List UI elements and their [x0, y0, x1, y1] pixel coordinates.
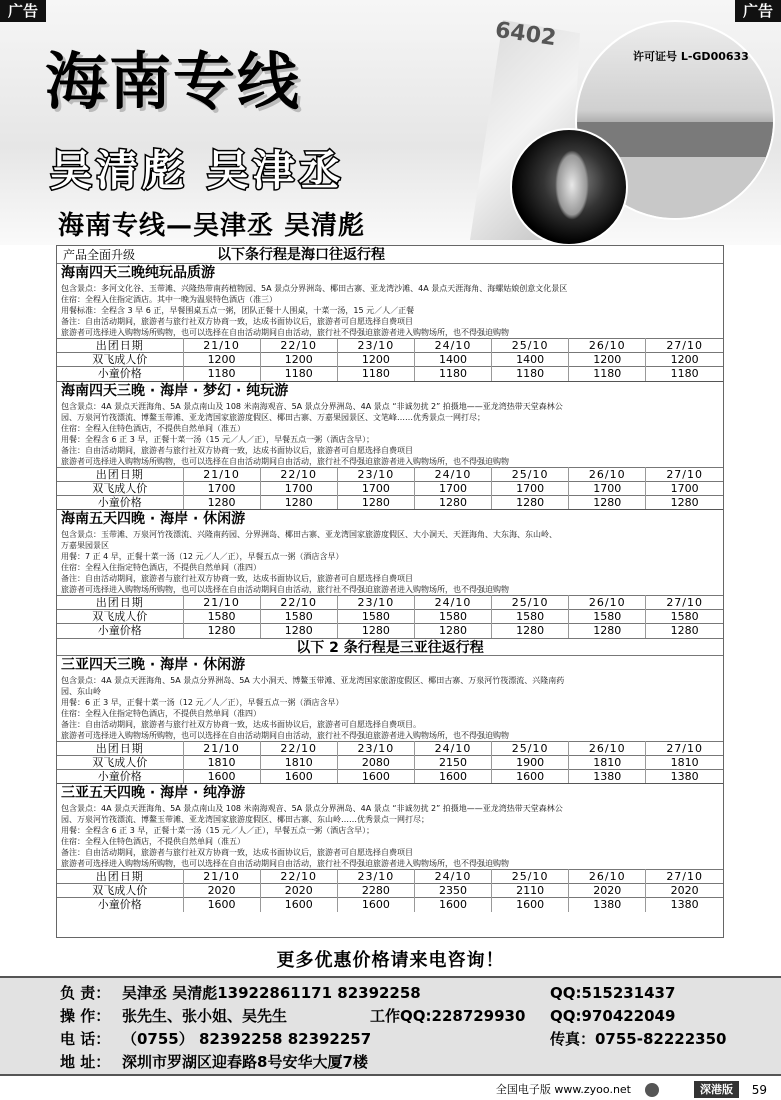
adult-price-cell: 2150 [414, 755, 491, 769]
child-price-cell: 1280 [337, 624, 414, 638]
adult-price-row-label: 双飞成人价 [57, 884, 183, 898]
adult-price-cell: 2280 [337, 884, 414, 898]
child-price-row-label: 小童价格 [57, 367, 183, 381]
route-block [57, 656, 723, 784]
child-price-cell: 1280 [492, 624, 569, 638]
date-cell: 22/10 [260, 596, 337, 610]
sail-number: 6402 [493, 17, 558, 52]
route-block [57, 509, 723, 638]
adult-price-cell: 2020 [646, 884, 723, 898]
more-info-banner: 更多优惠价格请来电咨询！ [276, 950, 505, 971]
date-cell: 25/10 [492, 467, 569, 481]
date-cell: 26/10 [569, 596, 646, 610]
page-footer [0, 1080, 781, 1100]
child-price-row-label: 小童价格 [57, 624, 183, 638]
date-cell: 21/10 [183, 741, 260, 755]
itinerary-panel [56, 245, 724, 938]
child-price-cell: 1180 [646, 367, 723, 381]
route-description-line: 备注：自由活动期间，旅游者与旅行社双方协商一致，达成书面协议后，旅游者可自愿选择自费项目 [61, 317, 413, 326]
date-cell: 24/10 [414, 596, 491, 610]
upgrade-label: 产品全面升级 [63, 248, 136, 262]
child-price-cell: 1600 [414, 769, 491, 783]
adult-price-cell: 1900 [492, 755, 569, 769]
date-cell: 25/10 [492, 339, 569, 353]
address-value: 深圳市罗湖区迎春路8号安华大厦7楼 [122, 1053, 368, 1071]
child-price-cell: 1180 [414, 367, 491, 381]
contact-block [0, 976, 781, 1076]
date-row [57, 339, 723, 353]
route-description-line: 用餐标准：全程含 3 早 6 正，早餐围桌五点一粥，团队正餐十人围桌，十菜一汤，15 元／人／正餐 [61, 306, 415, 315]
child-price-cell: 1600 [492, 898, 569, 912]
upgrade-row [57, 246, 723, 264]
route-description-line: 住宿：全程入住指定酒店。其中一晚为温泉特色酒店（准三） [61, 295, 277, 304]
route-title: 海南四天三晚 · 海岸 · 梦幻 · 纯玩游 [61, 382, 289, 399]
adult-price-row-label: 双飞成人价 [57, 481, 183, 495]
date-cell: 24/10 [414, 741, 491, 755]
operator-label: 操 作： [60, 1007, 111, 1025]
child-price-cell: 1380 [569, 898, 646, 912]
route-description-line: 旅游者可选择进入购物场所购物，也可以选择在自由活动期间自由活动，旅行社不得强迫旅游者进入购物场所，也不得强迫购物 [61, 456, 509, 466]
date-cell: 26/10 [569, 741, 646, 755]
date-cell: 26/10 [569, 467, 646, 481]
adult-price-row-label: 双飞成人价 [57, 353, 183, 367]
page-number: 59 [751, 1083, 767, 1097]
date-cell: 24/10 [414, 339, 491, 353]
date-cell: 23/10 [337, 467, 414, 481]
date-row [57, 741, 723, 755]
route-description-line: 园、万泉河竹筏漂流、博鳌玉带滩、亚龙湾国家旅游度假区、椰田古寨、东山岭……优秀景点一网打尽； [61, 815, 429, 824]
performer-figure [555, 150, 589, 220]
route-description-line: 包含景点：玉带滩、万泉河竹筏漂流、兴隆南药园、分界洲岛、椰田古寨、亚龙湾国家旅游度假区、大小洞天、天涯海角、大东海、东山岭、 [61, 530, 557, 539]
phone-value: （0755） 82392258 82392257 [122, 1030, 372, 1048]
child-price-row-label: 小童价格 [57, 495, 183, 509]
route-description-line: 住宿：全程入住特色酒店，不提供自然单间（准五） [61, 837, 245, 846]
date-cell: 23/10 [337, 339, 414, 353]
child-price-cell: 1280 [646, 495, 723, 509]
route-description-line: 用餐：7 正 4 早，正餐十菜一汤（12 元／人／正），早餐五点一粥（酒店含早） [61, 552, 344, 561]
date-cell: 21/10 [183, 339, 260, 353]
date-cell: 27/10 [646, 741, 723, 755]
adult-price-row-label: 双飞成人价 [57, 610, 183, 624]
date-row [57, 596, 723, 610]
child-price-cell: 1180 [492, 367, 569, 381]
adult-price-row [57, 610, 723, 624]
child-price-row-label: 小童价格 [57, 898, 183, 912]
date-cell: 21/10 [183, 870, 260, 884]
date-cell: 22/10 [260, 741, 337, 755]
adult-price-cell: 1700 [569, 481, 646, 495]
route-description [57, 401, 723, 467]
route-title: 海南五天四晚 · 海岸 · 休闲游 [61, 511, 246, 527]
date-cell: 27/10 [646, 596, 723, 610]
date-cell: 26/10 [569, 339, 646, 353]
sanya-routes [57, 656, 723, 912]
adult-price-cell: 1200 [183, 353, 260, 367]
route-description-line: 用餐：6 正 3 早，正餐十菜一汤（12 元／人／正），早餐五点一粥（酒店含早） [61, 697, 344, 707]
route-description-line: 包含景点：4A 景点天涯海角、5A 景点分界洲岛、5A 大小洞天、博鳌玉带滩、亚龙湾国家旅游度假区、椰田古寨、万泉河竹筏漂流、兴隆南药 [61, 675, 565, 685]
adult-price-cell: 1580 [183, 610, 260, 624]
date-cell: 24/10 [414, 467, 491, 481]
adult-price-cell: 1200 [569, 353, 646, 367]
adult-price-cell: 1400 [414, 353, 491, 367]
date-cell: 27/10 [646, 870, 723, 884]
price-table [57, 741, 723, 784]
adult-price-cell: 1810 [646, 755, 723, 769]
date-cell: 25/10 [492, 596, 569, 610]
emblem-icon [645, 1083, 659, 1097]
route-description-line: 住宿：全程入住指定特色酒店，不提供自然单间（准四） [61, 708, 261, 718]
date-cell: 25/10 [492, 870, 569, 884]
route-block [57, 264, 723, 381]
adult-price-cell: 1580 [569, 610, 646, 624]
date-row-label: 出团日期 [57, 870, 183, 884]
route-description-line: 包含景点：多河文化谷、玉带滩、兴隆热带南药植物园、5A 景点分界洲岛、椰田古寨、亚龙湾沙滩、4A 景点天涯海角、海螺姑娘创意文化景区 [61, 284, 568, 293]
adult-price-cell: 1810 [569, 755, 646, 769]
adult-price-cell: 1580 [646, 610, 723, 624]
child-price-cell: 1280 [183, 624, 260, 638]
child-price-cell: 1180 [337, 367, 414, 381]
adult-price-cell: 1580 [414, 610, 491, 624]
child-price-row-label: 小童价格 [57, 769, 183, 783]
price-table [57, 338, 723, 381]
phone-label: 电 话： [60, 1030, 111, 1048]
ad-label-right: 广告 [735, 0, 781, 22]
adult-price-cell: 2020 [569, 884, 646, 898]
child-price-cell: 1280 [646, 624, 723, 638]
child-price-cell: 1600 [260, 898, 337, 912]
adult-price-cell: 1810 [183, 755, 260, 769]
adult-price-cell: 2020 [260, 884, 337, 898]
child-price-cell: 1600 [183, 898, 260, 912]
date-cell: 24/10 [414, 870, 491, 884]
route-description-line: 备注：自由活动期间，旅游者与旅行社双方协商一致，达成书面协议后，旅游者可自愿选择自费项目 [61, 574, 413, 583]
date-cell: 26/10 [569, 870, 646, 884]
adult-price-cell: 1700 [337, 481, 414, 495]
operator-value: 张先生、张小姐、吴先生 [122, 1007, 288, 1025]
route-description [57, 529, 723, 595]
adult-price-cell: 1200 [337, 353, 414, 367]
route-description-line: 万嘉果园景区 [61, 541, 109, 550]
hero-banner [0, 0, 781, 245]
child-price-cell: 1280 [183, 495, 260, 509]
child-price-cell: 1600 [337, 769, 414, 783]
adult-price-cell: 1200 [260, 353, 337, 367]
date-cell: 27/10 [646, 339, 723, 353]
route-description-line: 用餐：全程含 6 正 3 早，正餐十菜一汤（15 元／人／正），早餐五点一粥（酒店含早）； [61, 434, 375, 444]
route-description-line: 包含景点：4A 景点天涯海角、5A 景点南山及 108 米南海观音、5A 景点分界洲岛、4A 景点 “非诚勿扰 2” 拍摄地——亚龙湾热带天堂森林公 [61, 401, 563, 411]
contact-phone-line [60, 1028, 781, 1051]
route-description-line: 旅游者可选择进入购物场所购物，也可以选择在自由活动期间自由活动，旅行社不得强迫旅游者进入购物场所，也不得强迫购物 [61, 328, 509, 337]
price-table [57, 869, 723, 912]
child-price-cell: 1280 [337, 495, 414, 509]
contact-operator-line [60, 1005, 781, 1028]
route-description-line: 备注：自由活动期间，旅游者与旅行社双方协商一致，达成书面协议后，旅游者可自愿选择自费项目。 [61, 719, 421, 729]
child-price-row [57, 898, 723, 912]
adult-price-cell: 1700 [492, 481, 569, 495]
adult-price-cell: 1580 [260, 610, 337, 624]
child-price-cell: 1600 [492, 769, 569, 783]
date-cell: 22/10 [260, 339, 337, 353]
adult-price-cell: 2020 [183, 884, 260, 898]
child-price-cell: 1280 [260, 495, 337, 509]
date-cell: 23/10 [337, 870, 414, 884]
route-description-line: 住宿：全程入住指定特色酒店，不提供自然单间（准四） [61, 563, 261, 572]
route-description-line: 旅游者可选择进入购物场所购物，也可以选择在自由活动期间自由活动，旅行社不得强迫旅游者进入购物场所，也不得强迫购物 [61, 585, 509, 594]
adult-price-cell: 2350 [414, 884, 491, 898]
child-price-cell: 1180 [183, 367, 260, 381]
route-description-line: 旅游者可选择进入购物场所购物，也可以选择在自由活动期间自由活动，旅行社不得强迫旅游者进入购物场所，也不得强迫购物 [61, 859, 509, 868]
child-price-row [57, 624, 723, 638]
date-cell: 23/10 [337, 596, 414, 610]
permit-number: 许可证号 L-GD00633 [633, 50, 749, 63]
price-table [57, 595, 723, 638]
date-row [57, 467, 723, 481]
route-block [57, 783, 723, 912]
route-description-line: 包含景点：4A 景点天涯海角、5A 景点南山及 108 米南海观音、5A 景点分界洲岛、4A 景点 “非诚勿扰 2” 拍摄地——亚龙湾热带天堂森林公 [61, 804, 563, 813]
adult-price-row [57, 755, 723, 769]
child-price-cell: 1600 [414, 898, 491, 912]
route-description-line: 住宿：全程入住特色酒店，不提供自然单间（准五） [61, 423, 245, 433]
adult-price-cell: 1700 [260, 481, 337, 495]
adult-price-cell: 2110 [492, 884, 569, 898]
work-qq: 工作QQ:228729930 [370, 1007, 526, 1025]
date-cell: 23/10 [337, 741, 414, 755]
contact-address-line [60, 1051, 781, 1074]
address-label: 地 址： [60, 1053, 111, 1071]
footer-site[interactable]: 全国电子版 www.zyoo.net [495, 1083, 631, 1096]
route-description [57, 675, 723, 741]
route-description-line: 备注：自由活动期间，旅游者与旅行社双方协商一致，达成书面协议后，旅游者可自愿选择自费项目 [61, 848, 413, 857]
date-cell: 21/10 [183, 596, 260, 610]
manager-qq: QQ:515231437 [550, 984, 676, 1002]
route-description-line: 旅游者可选择进入购物场所购物，也可以选择在自由活动期间自由活动，旅行社不得强迫旅游者进入购物场所，也不得强迫购物 [61, 730, 509, 740]
contact-names-title: 吴清彪 吴津丞 [50, 146, 345, 195]
date-row-label: 出团日期 [57, 741, 183, 755]
route-description-line: 用餐：全程含 6 正 3 早，正餐十菜一汤（15 元／人／正），早餐五点一粥（酒店含早）； [61, 826, 375, 835]
date-cell: 22/10 [260, 467, 337, 481]
route-title: 海南四天三晚纯玩品质游 [61, 265, 215, 281]
date-cell: 27/10 [646, 467, 723, 481]
sanya-note: 以下 2 条行程是三亚往返行程 [57, 638, 723, 656]
date-row [57, 870, 723, 884]
child-price-cell: 1280 [260, 624, 337, 638]
page-title: 海南专线 [45, 45, 302, 118]
date-cell: 25/10 [492, 741, 569, 755]
child-price-row [57, 769, 723, 783]
child-price-cell: 1280 [569, 495, 646, 509]
route-description-line: 备注：自由活动期间，旅游者与旅行社双方协商一致，达成书面协议后，旅游者可自愿选择自费项目 [61, 445, 413, 455]
adult-price-cell: 1200 [646, 353, 723, 367]
child-price-cell: 1600 [183, 769, 260, 783]
operator-qq: QQ:970422049 [550, 1007, 676, 1025]
child-price-cell: 1380 [569, 769, 646, 783]
adult-price-cell: 1700 [646, 481, 723, 495]
route-description [57, 283, 723, 338]
child-price-row [57, 367, 723, 381]
route-title: 三亚四天三晚 · 海岸 · 休闲游 [61, 656, 246, 673]
child-price-cell: 1600 [260, 769, 337, 783]
child-price-cell: 1380 [646, 898, 723, 912]
haikou-note: 以下条行程是海口往返行程 [217, 247, 385, 263]
child-price-cell: 1180 [569, 367, 646, 381]
ad-label-left: 广告 [0, 0, 46, 22]
adult-price-cell: 1700 [183, 481, 260, 495]
adult-price-cell: 1580 [492, 610, 569, 624]
haikou-routes [57, 264, 723, 638]
manager-label: 负 责： [60, 984, 111, 1002]
adult-price-cell: 1700 [414, 481, 491, 495]
adult-price-cell: 1400 [492, 353, 569, 367]
child-price-cell: 1280 [414, 495, 491, 509]
contact-manager-line [60, 982, 781, 1005]
route-description-line: 园、万泉河竹筏漂流、博鳌玉带滩、亚龙湾国家旅游度假区、椰田古寨、万嘉果园景区、文笔峰……优秀景点一网打尽； [61, 412, 485, 422]
route-description [57, 803, 723, 869]
adult-price-row [57, 481, 723, 495]
child-price-cell: 1600 [337, 898, 414, 912]
date-cell: 21/10 [183, 467, 260, 481]
route-block [57, 381, 723, 510]
child-price-cell: 1280 [414, 624, 491, 638]
child-price-cell: 1380 [646, 769, 723, 783]
route-title: 三亚五天四晚 · 海岸 · 纯净游 [61, 785, 246, 801]
adult-price-cell: 1580 [337, 610, 414, 624]
adult-price-row-label: 双飞成人价 [57, 755, 183, 769]
date-row-label: 出团日期 [57, 596, 183, 610]
footer-edition: 深港版 [694, 1081, 739, 1098]
child-price-cell: 1180 [260, 367, 337, 381]
child-price-cell: 1280 [569, 624, 646, 638]
date-cell: 22/10 [260, 870, 337, 884]
manager-value: 吴津丞 吴清彪13922861171 82392258 [122, 984, 421, 1002]
date-row-label: 出团日期 [57, 467, 183, 481]
route-description-line: 园、东山岭 [61, 686, 101, 696]
child-price-cell: 1280 [492, 495, 569, 509]
price-table [57, 467, 723, 510]
adult-price-row [57, 353, 723, 367]
adult-price-cell: 2080 [337, 755, 414, 769]
date-row-label: 出团日期 [57, 339, 183, 353]
fax-value: 传真：0755-82222350 [550, 1030, 727, 1048]
adult-price-row [57, 884, 723, 898]
page-subtitle: 海南专线—吴津丞 吴清彪 [58, 211, 366, 241]
child-price-row [57, 495, 723, 509]
adult-price-cell: 1810 [260, 755, 337, 769]
